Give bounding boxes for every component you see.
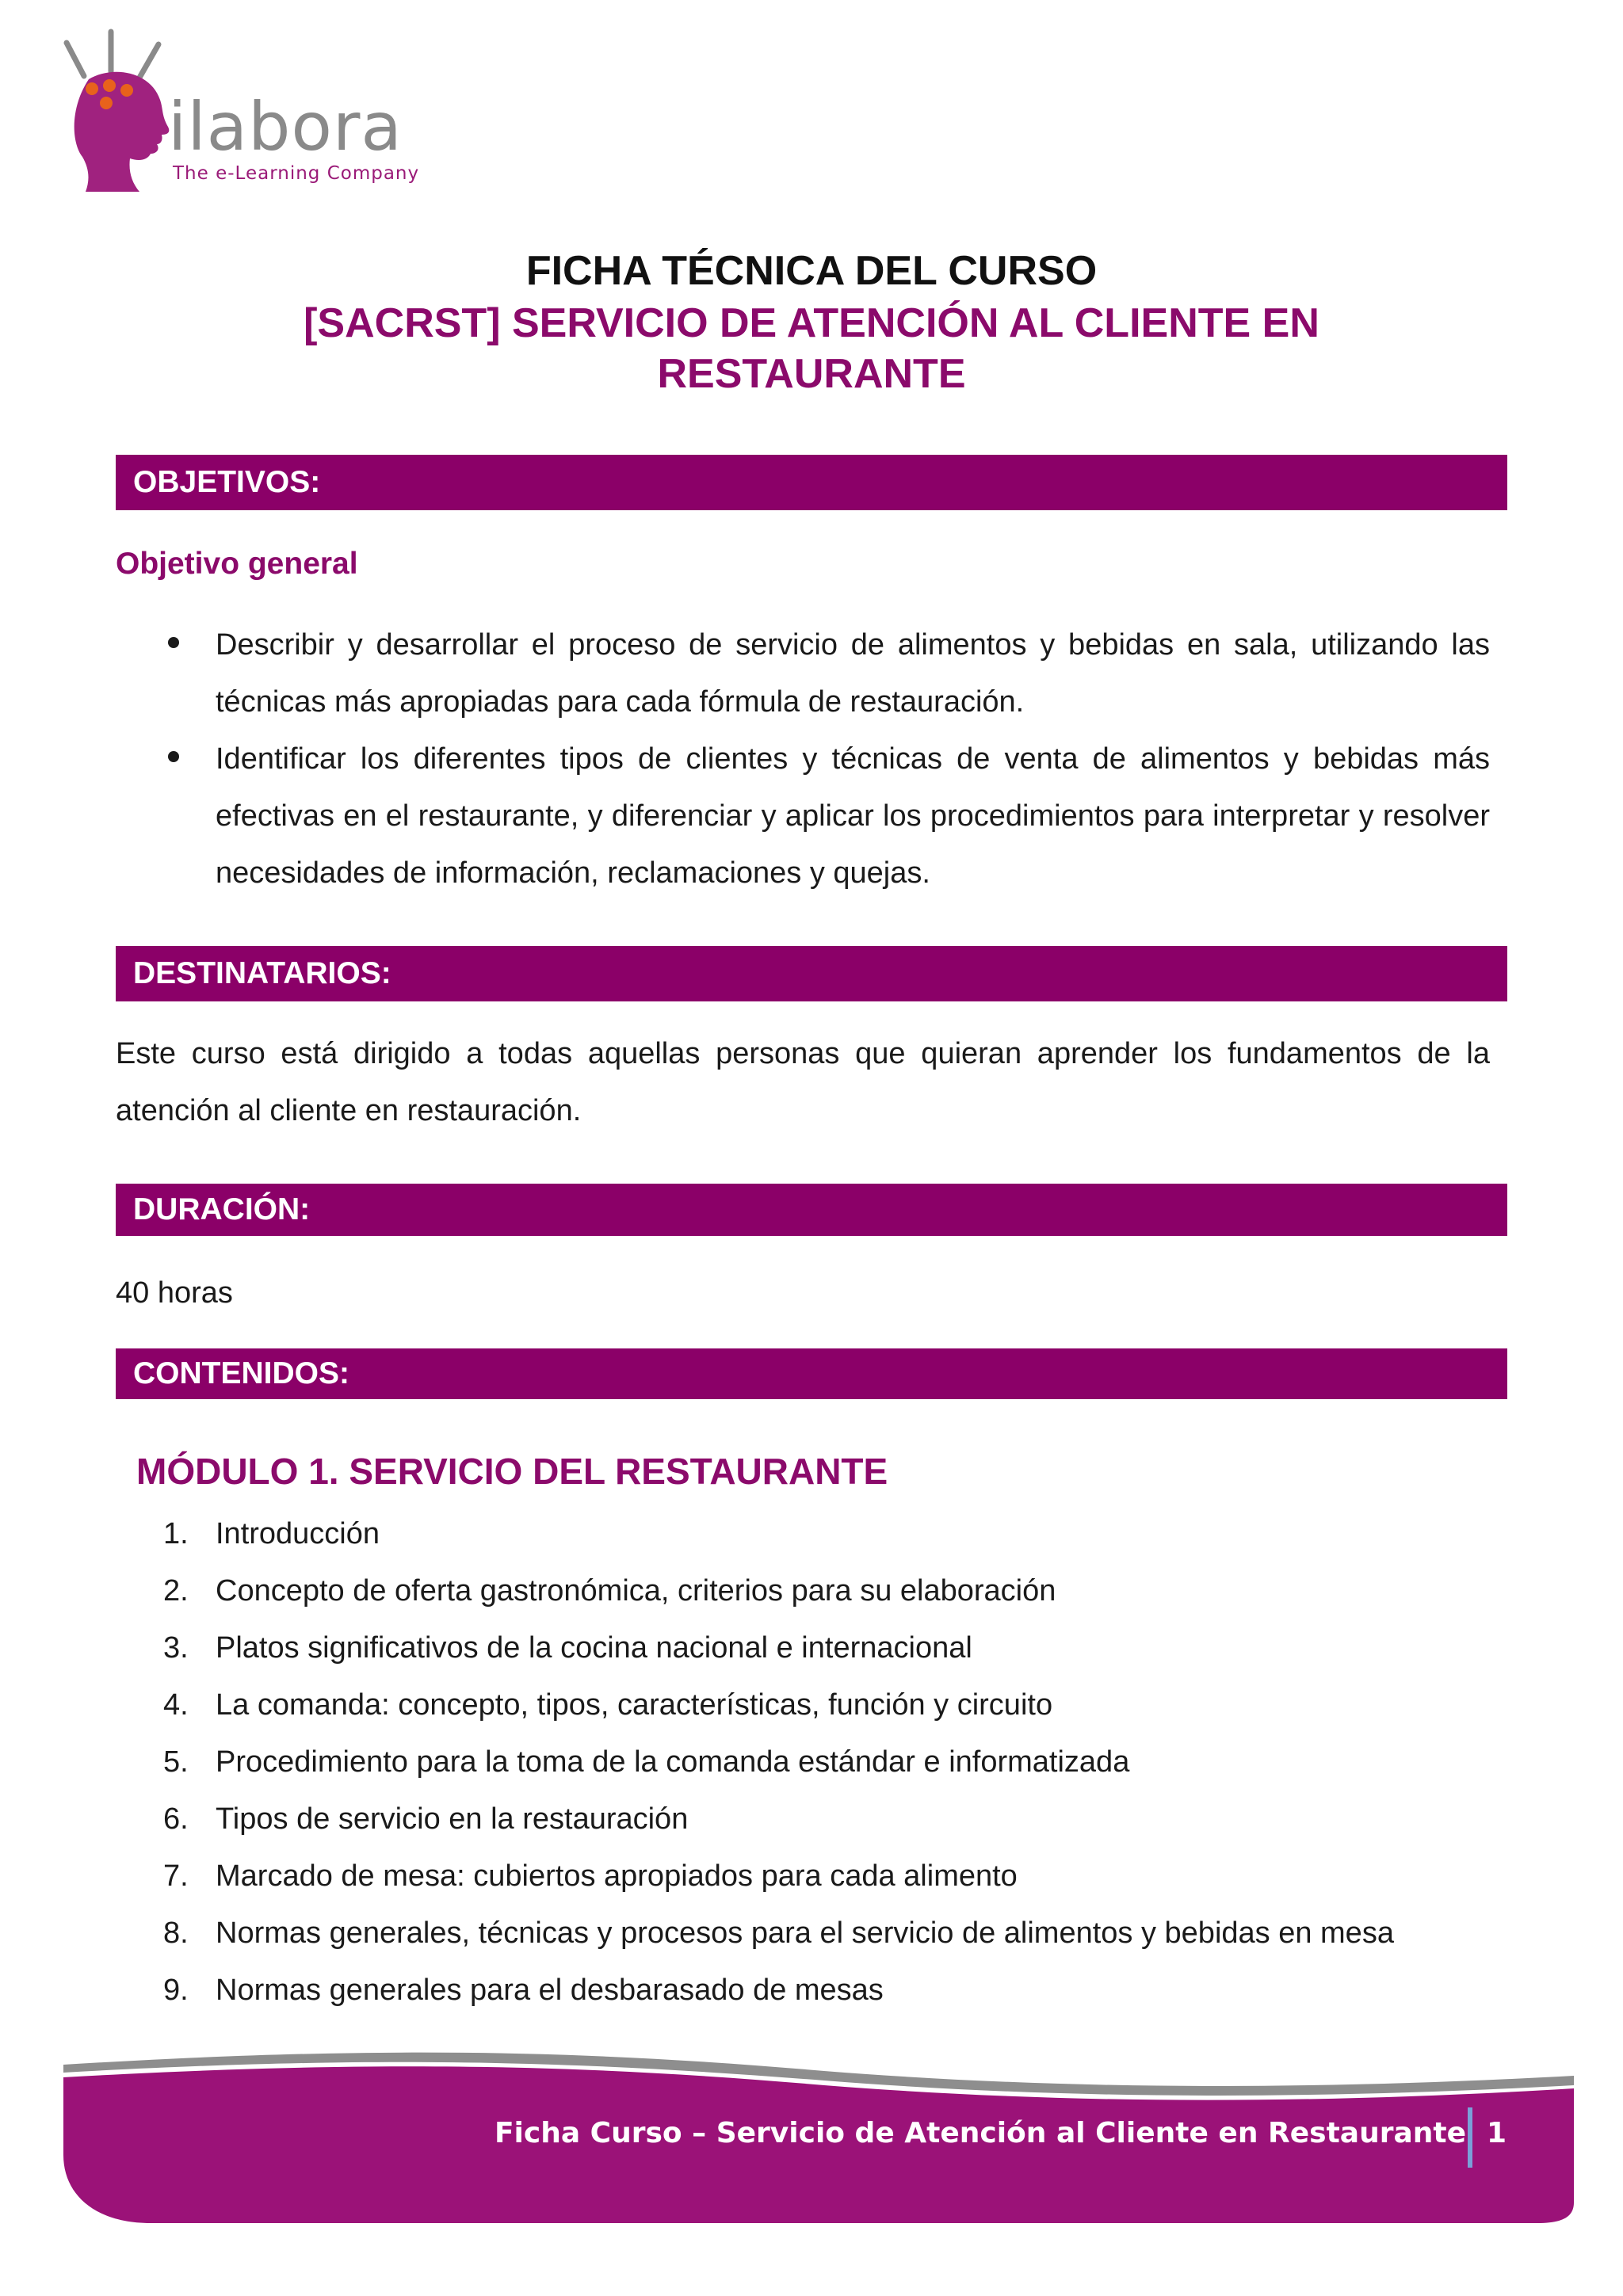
- item-number: 1.: [163, 1517, 189, 1550]
- section-header-duracion: DURACIÓN:: [116, 1184, 1507, 1236]
- item-number: 7.: [163, 1859, 189, 1893]
- item-text: Normas generales, técnicas y procesos para el servicio de alimentos y bebidas en mesa: [216, 1917, 1394, 1950]
- list-item: [116, 1619, 1510, 1676]
- item-text: Tipos de servicio en la restauración: [216, 1802, 689, 1836]
- item-text: Marcado de mesa: cubiertos apropiados para cada alimento: [216, 1859, 1018, 1893]
- item-number: 5.: [163, 1745, 189, 1779]
- item-text: Concepto de oferta gastronómica, criterios para su elaboración: [216, 1574, 1056, 1608]
- item-text: Normas generales para el desbarasado de mesas: [216, 1974, 884, 2007]
- item-number: 3.: [163, 1631, 189, 1665]
- head-icon: [57, 24, 176, 198]
- list-item: [116, 616, 1490, 730]
- list-item: [116, 1562, 1510, 1619]
- objetivo-text: Identificar los diferentes tipos de clientes y técnicas de venta de alimentos y bebidas más efectivas en el restaurante, y diferenciar y aplicar los procedimientos para interpretar y resolver necesidades de información, reclamaciones y quejas.: [216, 742, 1490, 890]
- section-header-objetivos: OBJETIVOS:: [116, 455, 1507, 510]
- item-number: 8.: [163, 1917, 189, 1950]
- item-text: Procedimiento para la toma de la comanda estándar e informatizada: [216, 1745, 1130, 1779]
- bullet-icon: [168, 637, 179, 648]
- footer-divider: [1468, 2107, 1472, 2168]
- item-number: 2.: [163, 1574, 189, 1608]
- course-title: [SACRST] SERVICIO DE ATENCIÓN AL CLIENTE EN RESTAURANTE: [304, 300, 1319, 397]
- list-item: [116, 1962, 1510, 2019]
- logo-tagline: The e-Learning Company: [173, 163, 420, 184]
- list-item: [116, 1733, 1510, 1791]
- footer-course-name: Ficha Curso – Servicio de Atención al Cliente en Restaurante: [494, 2117, 1466, 2149]
- list-item: [116, 1505, 1510, 1562]
- item-text: Platos significativos de la cocina nacional e internacional: [216, 1631, 972, 1665]
- section-header-destinatarios: DESTINATARIOS:: [116, 946, 1507, 1001]
- item-number: 6.: [163, 1802, 189, 1836]
- item-text: Introducción: [216, 1517, 380, 1550]
- section-header-contenidos: CONTENIDOS:: [116, 1348, 1507, 1399]
- module-title: MÓDULO 1. SERVICIO DEL RESTAURANTE: [136, 1451, 888, 1492]
- document-title: FICHA TÉCNICA DEL CURSO: [525, 248, 1098, 294]
- list-item: [116, 1848, 1510, 1905]
- objetivo-text: Describir y desarrollar el proceso de servicio de alimentos y bebidas en sala, utilizando las técnicas más apropiadas para cada fórmula de restauración.: [216, 628, 1490, 719]
- page-number: 1: [1487, 2117, 1507, 2149]
- duracion-text: 40 horas: [116, 1276, 233, 1310]
- contents-list: [116, 1505, 1510, 2019]
- objetivo-general-heading: Objetivo general: [116, 547, 358, 581]
- item-text: La comanda: concepto, tipos, características, función y circuito: [216, 1688, 1053, 1722]
- destinatarios-text: Este curso está dirigido a todas aquellas personas que quieran aprender los fundamentos de la atención al cliente en restauración.: [116, 1037, 1490, 1127]
- ilabora-logo: [57, 24, 420, 198]
- item-number: 4.: [163, 1688, 189, 1722]
- logo-wordmark: ilabora: [168, 88, 403, 166]
- list-item: [116, 1676, 1510, 1733]
- item-number: 9.: [163, 1974, 189, 2007]
- bullet-icon: [168, 751, 179, 762]
- list-item: [116, 1791, 1510, 1848]
- objetivos-list: [116, 616, 1490, 902]
- list-item: [116, 1905, 1510, 1962]
- list-item: [116, 730, 1490, 902]
